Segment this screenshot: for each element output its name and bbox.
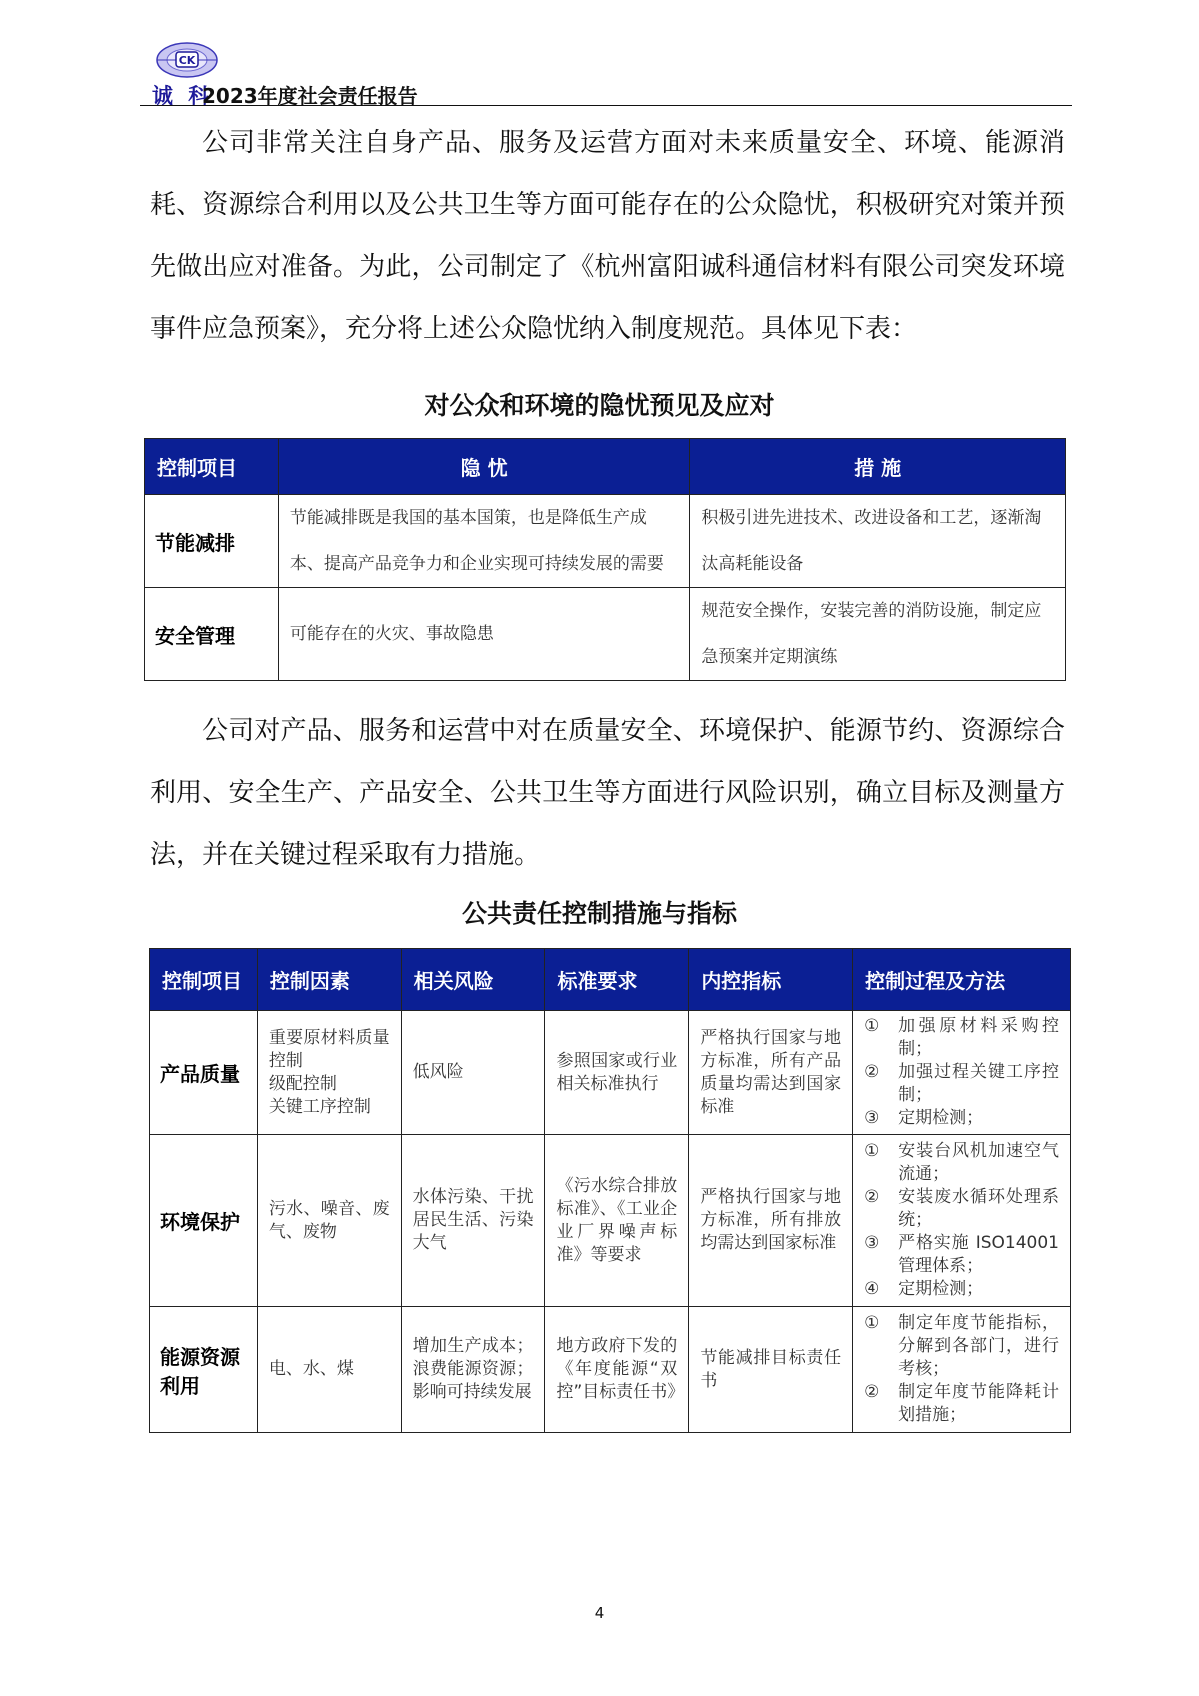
- method-text: 加强过程关键工序控制；: [898, 1062, 1059, 1105]
- method-item: [864, 1186, 1059, 1232]
- method-text: 安装废水循环处理系统；: [898, 1187, 1059, 1230]
- row-label: 环境保护: [150, 1135, 258, 1307]
- row-label: 节能减排: [145, 495, 279, 588]
- column-header: 控制过程及方法: [853, 949, 1071, 1011]
- control-measures-table: [149, 948, 1071, 1433]
- column-header: 控制项目: [145, 439, 279, 495]
- risk-cell: 低风险: [401, 1011, 545, 1135]
- factors-cell: [257, 1307, 401, 1433]
- table-row: [150, 1307, 1071, 1433]
- table-row: [150, 1011, 1071, 1135]
- row-label: 产品质量: [150, 1011, 258, 1135]
- standard-cell: 参照国家或行业相关标准执行: [545, 1011, 689, 1135]
- svg-text:CK: CK: [178, 54, 196, 67]
- method-number: ①: [864, 1313, 880, 1333]
- factors-cell: [257, 1135, 401, 1307]
- method-item: [864, 1140, 1059, 1186]
- method-text: 制定年度节能降耗计划措施；: [898, 1382, 1059, 1425]
- table-row: [150, 1135, 1071, 1307]
- method-item: [864, 1061, 1059, 1107]
- column-header: 内控指标: [689, 949, 853, 1011]
- indicator-cell: 严格执行国家与地方标准，所有产品质量均需达到国家标准: [689, 1011, 853, 1135]
- method-text: 严格实施 ISO14001 管理体系；: [898, 1233, 1059, 1276]
- factor-item: 关键工序控制: [268, 1096, 371, 1117]
- table2-title: 公共责任控制措施与指标: [461, 899, 737, 928]
- method-item: [864, 1381, 1059, 1427]
- method-text: 定期检测；: [898, 1108, 984, 1128]
- worry-response-table: [144, 438, 1066, 681]
- method-item: [864, 1278, 1059, 1301]
- method-item: [864, 1232, 1059, 1278]
- methods-cell: [853, 1307, 1071, 1433]
- indicator-cell: 节能减排目标责任书: [689, 1307, 853, 1433]
- indicator-cell: 严格执行国家与地方标准，所有排放均需达到国家标准: [689, 1135, 853, 1307]
- page-header: [140, 38, 1072, 106]
- row-label: 能源资源利用: [150, 1307, 258, 1433]
- table-header-row: [145, 439, 1066, 495]
- method-number: ①: [864, 1141, 880, 1161]
- standard-cell: 地方政府下发的《年度能源“双控”目标责任书》: [545, 1307, 689, 1433]
- risk-paragraph: 公司对产品、服务和运营中对在质量安全、环境保护、能源节约、资源综合利用、安全生产、产品安全、公共卫生等方面进行风险识别，确立目标及测量方法，并在关键过程采取有力措施。: [150, 716, 1065, 870]
- report-title: 2023年度社会责任报告: [202, 84, 418, 108]
- method-text: 制定年度节能指标，分解到各部门，进行考核；: [898, 1313, 1059, 1379]
- method-number: ③: [864, 1233, 880, 1253]
- factors-cell: [257, 1011, 401, 1135]
- method-number: ①: [864, 1016, 880, 1036]
- column-header: 相关风险: [401, 949, 545, 1011]
- column-header: 隐 忧: [278, 439, 690, 495]
- risk-cell: 水体污染、干扰居民生活、污染大气: [401, 1135, 545, 1307]
- table1-title: 对公众和环境的隐忧预见及应对: [424, 391, 775, 420]
- column-header: 控制项目: [150, 949, 258, 1011]
- factor-item: 污水、噪音、废气、废物: [268, 1198, 390, 1242]
- table-row: [145, 495, 1066, 588]
- method-number: ②: [864, 1062, 880, 1082]
- methods-cell: [853, 1135, 1071, 1307]
- column-header: 控制因素: [257, 949, 401, 1011]
- factor-item: 重要原材料质量控制: [268, 1027, 390, 1071]
- method-item: [864, 1312, 1059, 1381]
- table-header-row: [150, 949, 1071, 1011]
- intro-paragraph: 公司非常关注自身产品、服务及运营方面对未来质量安全、环境、能源消耗、资源综合利用以及公共卫生等方面可能存在的公众隐忧，积极研究对策并预先做出应对准备。为此，公司制定了《杭州富阳诚科通信材料有限公司突发环境事件应急预案》，充分将上述公众隐忧纳入制度规范。具体见下表：: [150, 128, 1065, 344]
- measure-cell: 规范安全操作，安装完善的消防设施，制定应急预案并定期演练: [690, 588, 1066, 681]
- column-header: 标准要求: [545, 949, 689, 1011]
- risk-cell: 增加生产成本；浪费能源资源；影响可持续发展: [401, 1307, 545, 1433]
- factor-item: 电、水、煤: [268, 1359, 354, 1379]
- method-item: [864, 1015, 1059, 1061]
- worry-cell: 可能存在的火灾、事故隐患: [278, 588, 690, 681]
- row-label: 安全管理: [145, 588, 279, 681]
- methods-cell: [853, 1011, 1071, 1135]
- logo-text: 诚 科: [152, 83, 214, 108]
- header-divider: [140, 105, 1072, 106]
- column-header: 措 施: [690, 439, 1066, 495]
- table-row: [145, 588, 1066, 681]
- worry-cell: 节能减排既是我国的基本国策，也是降低生产成本、提高产品竞争力和企业实现可持续发展的需要: [278, 495, 690, 588]
- method-number: ②: [864, 1187, 880, 1207]
- measure-cell: 积极引进先进技术、改进设备和工艺，逐渐淘汰高耗能设备: [690, 495, 1066, 588]
- method-item: [864, 1107, 1059, 1130]
- factor-item: 级配控制: [268, 1073, 337, 1094]
- method-text: 定期检测；: [898, 1279, 984, 1299]
- method-number: ③: [864, 1108, 880, 1128]
- method-number: ②: [864, 1382, 880, 1402]
- method-text: 加强原材料采购控制；: [898, 1016, 1059, 1059]
- method-number: ④: [864, 1279, 880, 1299]
- method-text: 安装台风机加速空气流通；: [898, 1141, 1059, 1184]
- standard-cell: 《污水综合排放标准》、《工业企业厂界噪声标准》等要求: [545, 1135, 689, 1307]
- page-number: 4: [594, 1604, 605, 1622]
